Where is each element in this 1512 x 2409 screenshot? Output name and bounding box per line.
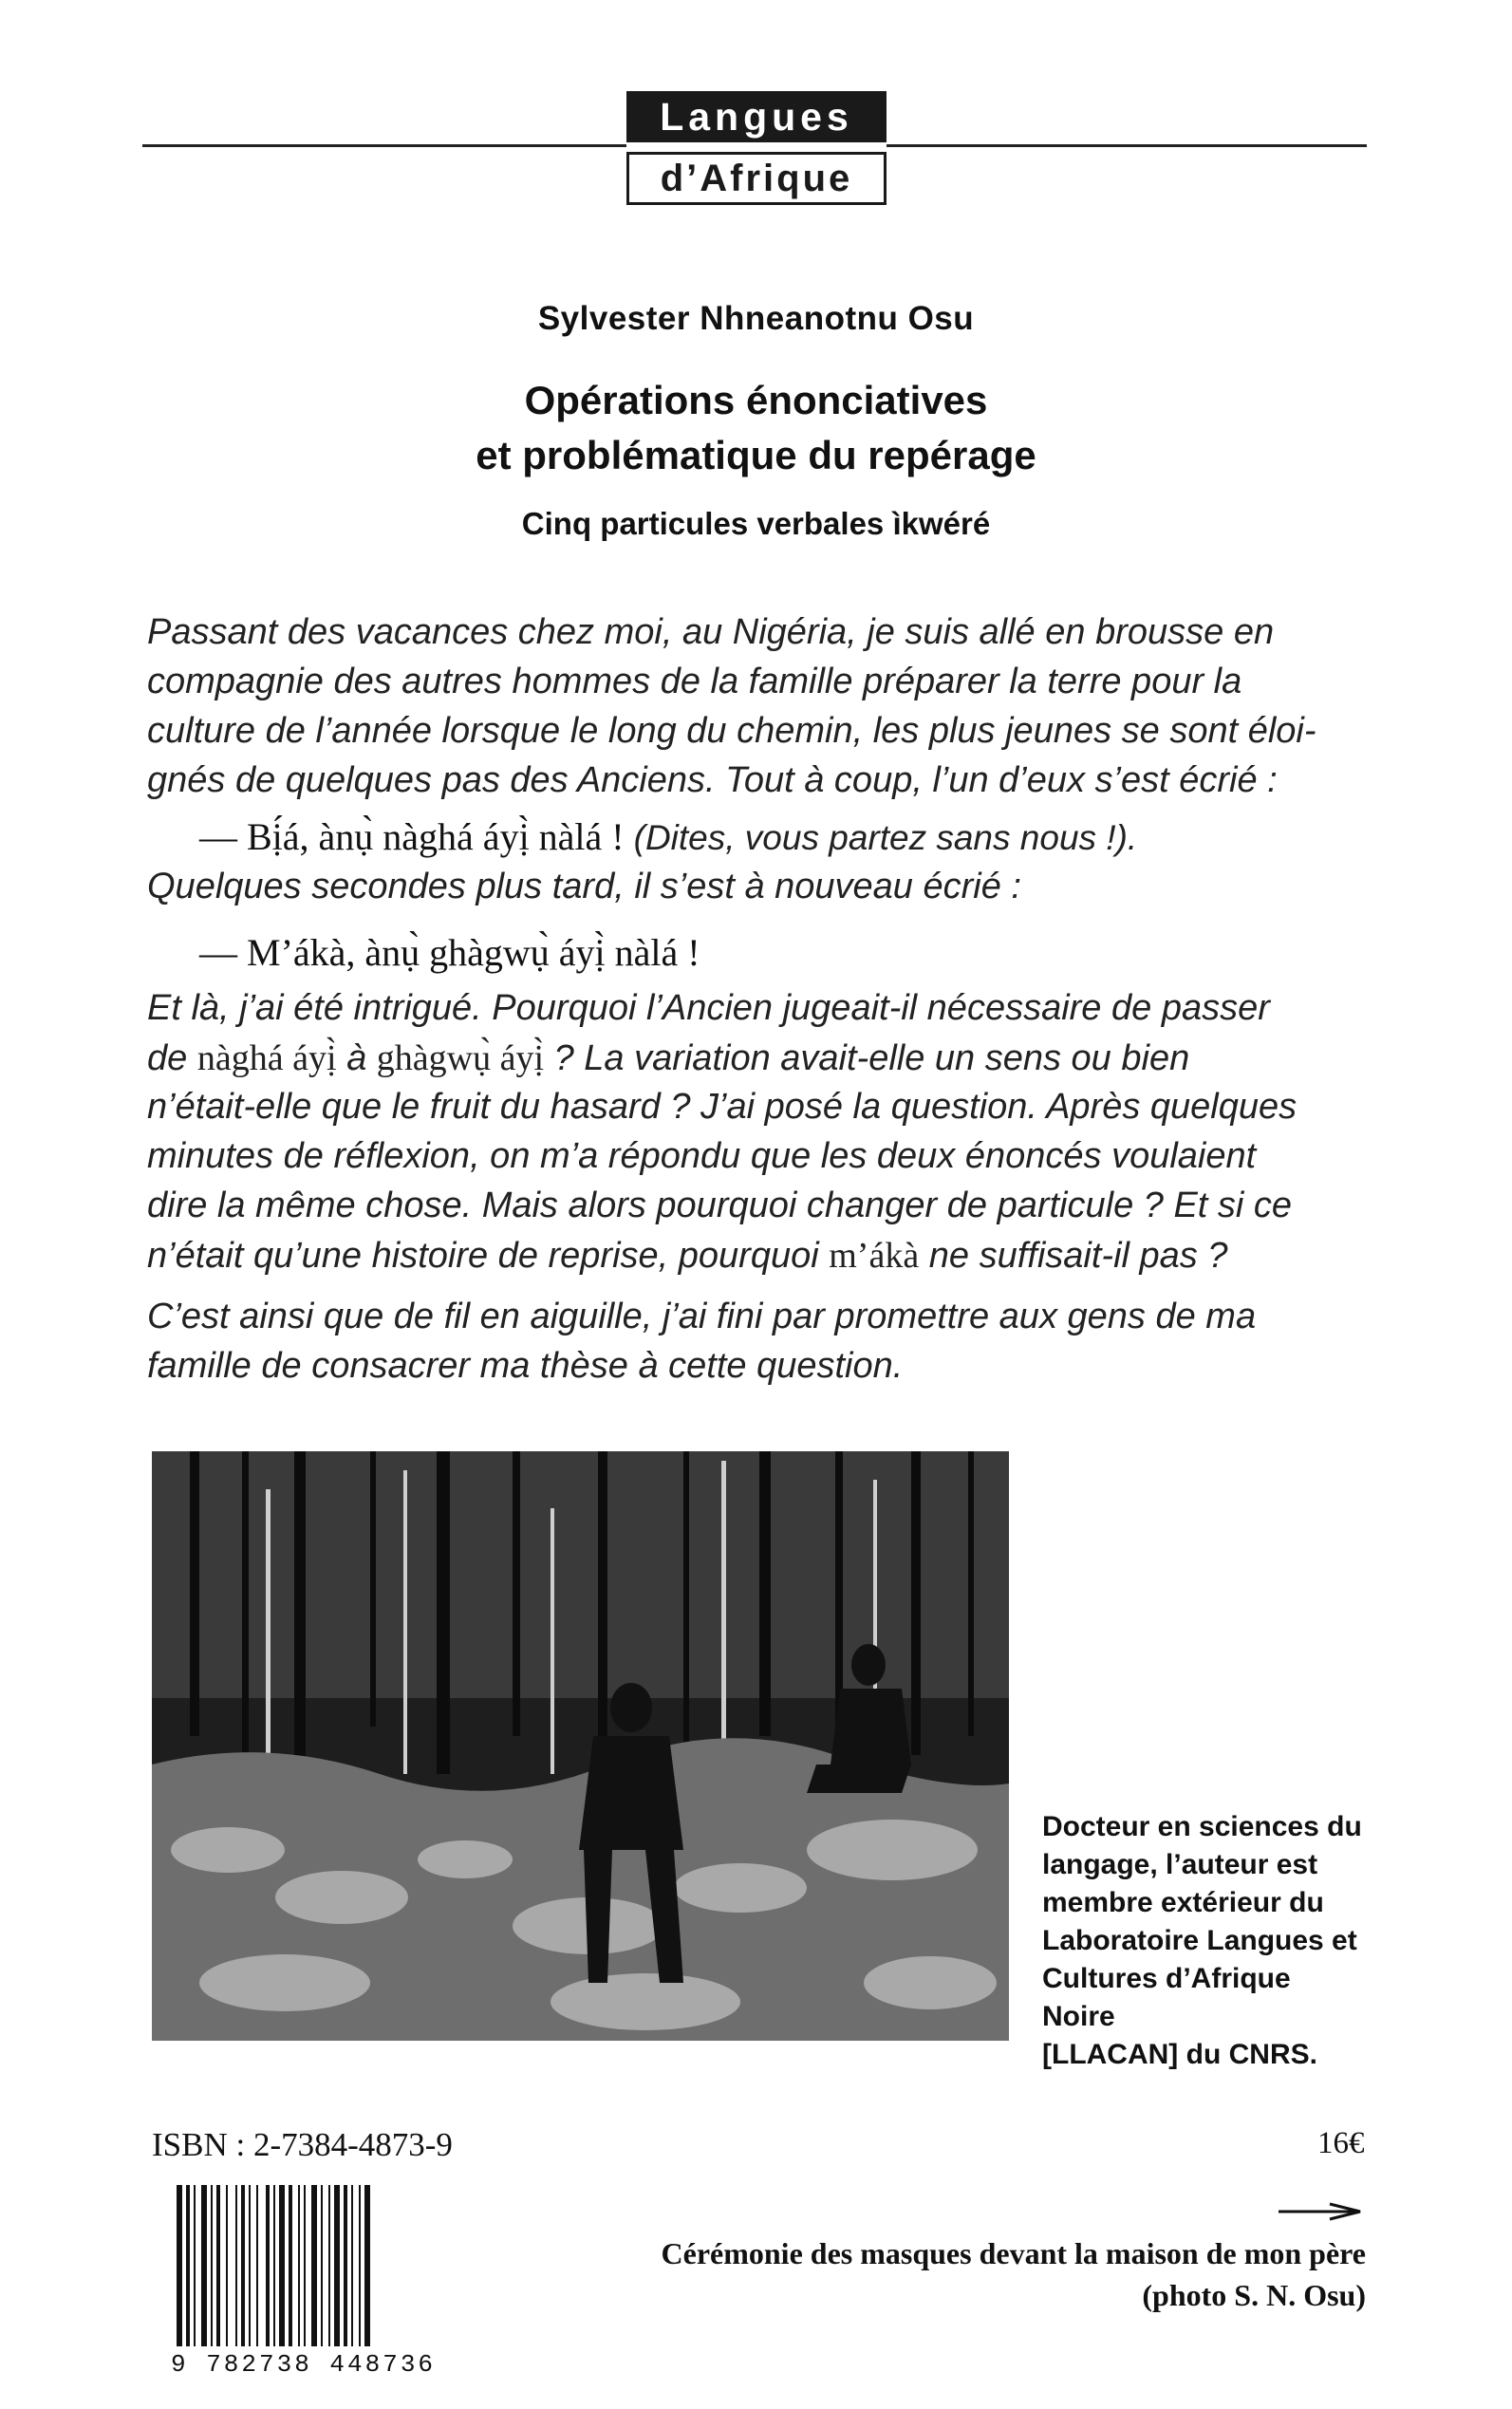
book-title-line1: Opérations énonciatives — [524, 378, 988, 422]
barcode-number: 9 782738 448736 — [171, 2350, 437, 2379]
blurb-line: n’était-elle que le fruit du hasard ? J’ai posé la question. Après quelques — [147, 1087, 1297, 1127]
barcode-bar — [177, 2185, 182, 2346]
blurb-line: dire la même chose. Mais alors pourquoi changer de particule ? Et si ce — [147, 1186, 1293, 1225]
barcode-bar — [289, 2185, 292, 2346]
photo-caption-line1: Cérémonie des masques devant la maison de mon père — [661, 2236, 1366, 2270]
blurb-line: Et là, j’ai été intrigué. Pourquoi l’Ancien jugeait-il nécessaire de passer — [147, 988, 1270, 1028]
barcode-bar — [304, 2185, 306, 2346]
series-name-line2: d’Afrique — [626, 152, 887, 205]
barcode-bar — [334, 2185, 340, 2346]
barcode-bar — [321, 2185, 323, 2346]
blurb-fragment: ? La variation avait-elle un sens ou bien — [553, 1038, 1190, 1078]
barcode-bar — [256, 2185, 258, 2346]
blurb-fragment: à — [346, 1038, 367, 1078]
blurb-line — [147, 1235, 1381, 1277]
blurb-fragment: ne suffisait-il pas ? — [928, 1236, 1228, 1276]
blurb-line: gnés de quelques pas des Anciens. Tout à coup, l’un d’eux s’est écrié : — [147, 760, 1278, 800]
author-bio-line: Cultures d’Afrique Noire — [1042, 1963, 1291, 2032]
barcode-bar — [273, 2185, 275, 2346]
price: 16€ — [1317, 2126, 1365, 2160]
header-rule-right — [887, 144, 1367, 147]
series-logo — [626, 91, 887, 205]
photo-caption-line2: (photo S. N. Osu) — [1142, 2278, 1366, 2312]
blurb-line: Passant des vacances chez moi, au Nigéria, je suis allé en brousse en — [147, 612, 1275, 652]
barcode-bar — [241, 2185, 245, 2346]
blurb-line — [147, 1037, 1381, 1079]
author-name: Sylvester Nhneanotnu Osu — [537, 300, 975, 337]
barcode-bar — [351, 2185, 353, 2346]
blurb-line: minutes de réflexion, on m’a répondu que les deux énoncés voulaient — [147, 1136, 1257, 1176]
arrow-icon — [1277, 2200, 1364, 2223]
blurb-line: compagnie des autres hommes de la famille préparer la terre pour la — [147, 662, 1242, 701]
blurb-line: C’est ainsi que de fil en aiguille, j’ai fini par promettre aux gens de ma — [147, 1297, 1257, 1336]
blurb-fragment: n’était qu’une histoire de reprise, pourquoi — [147, 1236, 819, 1276]
book-title-line2: et problématique du repérage — [476, 433, 1036, 477]
barcode-bar — [328, 2185, 330, 2346]
barcode-bar — [235, 2185, 237, 2346]
isbn: ISBN : 2-7384-4873-9 — [152, 2126, 453, 2163]
author-bio-line: [LLACAN] du CNRS. — [1042, 2039, 1317, 2070]
series-name-line1: Langues — [626, 91, 887, 142]
barcode-bar — [201, 2185, 207, 2346]
author-bio — [1042, 1808, 1370, 2074]
quote-1 — [199, 814, 1137, 859]
author-photo — [152, 1451, 1009, 2041]
author-bio-line: Docteur en sciences du — [1042, 1811, 1362, 1842]
blurb-fragment: de — [147, 1038, 188, 1078]
barcode — [173, 2185, 462, 2346]
barcode-bar — [216, 2185, 220, 2346]
forest-photo-illustration — [152, 1451, 1009, 2041]
particle-term: ghàgwụ̀ áyị̀ — [376, 1038, 544, 1078]
quote-1-text: — Bị́á, ànụ̀ nàghá áyị̀ nàlá ! — [199, 815, 625, 858]
barcode-bar — [249, 2185, 251, 2346]
barcode-bar — [359, 2185, 361, 2346]
header-rule-left — [142, 144, 626, 147]
barcode-bar — [211, 2185, 213, 2346]
blurb-line: culture de l’année lorsque le long du chemin, les plus jeunes se sont éloi- — [147, 711, 1316, 751]
particle-term: m’ákà — [829, 1236, 920, 1276]
barcode-bar — [344, 2185, 347, 2346]
blurb-line: famille de consacrer ma thèse à cette question. — [147, 1346, 904, 1386]
author-bio-line: Laboratoire Langues et — [1042, 1925, 1357, 1956]
barcode-bar — [311, 2185, 317, 2346]
author-bio-line: membre extérieur du — [1042, 1887, 1324, 1918]
author-bio-line: langage, l’auteur est — [1042, 1849, 1318, 1880]
quote-2: — M’ákà, ànụ̀ ghàgwụ̀ áyị̀ nàlá ! — [199, 931, 700, 974]
barcode-bar — [194, 2185, 196, 2346]
barcode-bar — [298, 2185, 300, 2346]
particle-term: nàghá áyị̀ — [196, 1038, 337, 1078]
barcode-bar — [364, 2185, 370, 2346]
barcode-bar — [186, 2185, 190, 2346]
quote-1-translation: (Dites, vous partez sans nous !). — [633, 818, 1138, 857]
book-subtitle: Cinq particules verbales ìkwéré — [521, 506, 991, 541]
barcode-bar — [279, 2185, 285, 2346]
barcode-bar — [266, 2185, 270, 2346]
blurb-line: Quelques secondes plus tard, il s’est à nouveau écrié : — [147, 867, 1021, 906]
barcode-bar — [226, 2185, 228, 2346]
